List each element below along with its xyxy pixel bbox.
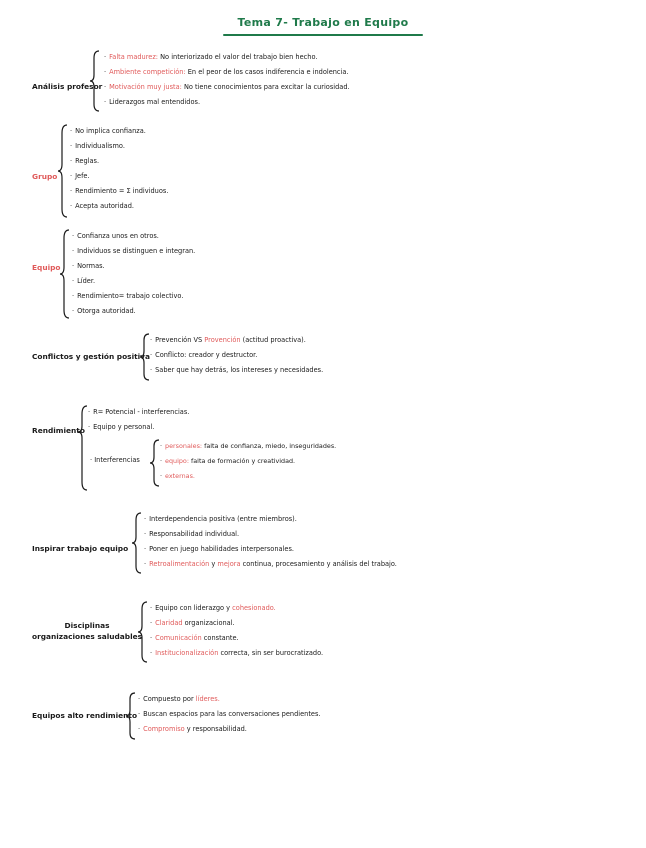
list-item: · personales: falta de confianza, miedo, inseguridades. [160, 442, 337, 450]
list-item: · Institucionalización correcta, sin ser burocratizado. [150, 649, 324, 657]
list-item: · Acepta autoridad. [70, 202, 134, 210]
list-inspirar [144, 512, 397, 572]
list-item: · Prevención VS Provención (actitud proactiva). [150, 336, 306, 344]
list-rendimiento [88, 405, 189, 435]
list-item: · equipo: falta de formación y creatividad. [160, 457, 296, 465]
title-underline [223, 34, 423, 36]
list-item: · Individualismo. [70, 142, 125, 150]
list-item: · Equipo con liderazgo y cohesionado. [150, 604, 276, 612]
list-item: · Compuesto por líderes. [138, 695, 220, 703]
label-interferencias: · Interferencias [90, 456, 140, 464]
list-item: · R= Potencial - interferencias. [88, 408, 190, 416]
brace-analisis [90, 50, 100, 112]
label-alto-rendimiento: Equipos alto rendimiento [32, 711, 138, 720]
list-item: · Compromiso y responsabilidad. [138, 725, 247, 733]
list-item: · Rendimiento= trabajo colectivo. [72, 292, 184, 300]
list-item: · Ambiente competición: En el peor de los casos indiferencia e indolencia. [104, 68, 349, 76]
list-item: · Líder. [72, 277, 96, 285]
list-alto-rendimiento [138, 692, 321, 737]
brace-disciplinas [138, 601, 148, 663]
list-item: · Falta madurez: No interiorizado el valor del trabajo bien hecho. [104, 53, 318, 61]
list-item: · Liderazgos mal entendidos. [104, 98, 201, 106]
list-item: · Saber que hay detrás, los intereses y necesidades. [150, 366, 324, 374]
label-rendimiento: Rendimiento [32, 426, 85, 435]
label-analisis: Análisis profesor [32, 82, 103, 91]
list-item: · Poner en juego habilidades interpersonales. [144, 545, 294, 553]
list-item: · Rendimiento = Σ individuos. [70, 187, 169, 195]
list-item: · Retroalimentación y mejora continua, procesamiento y análisis del trabajo. [144, 560, 397, 568]
list-item: · Interdependencia positiva (entre miembros). [144, 515, 297, 523]
page-title: Tema 7- Trabajo en Equipo [237, 16, 409, 29]
label-grupo: Grupo [32, 172, 58, 181]
list-item: · Responsabilidad individual. [144, 530, 240, 538]
list-item: · Reglas. [70, 157, 100, 165]
list-item: · externas. [160, 472, 195, 480]
label-disciplinas: Disciplinas organizaciones saludables [32, 621, 143, 641]
list-item: · Comunicación constante. [150, 634, 239, 642]
label-inspirar: Inspirar trabajo equipo [32, 544, 129, 553]
list-item: · Confianza unos en otros. [72, 232, 159, 240]
list-disciplinas [150, 601, 323, 661]
list-item: · Normas. [72, 262, 105, 270]
label-equipo: Equipo [32, 263, 61, 272]
list-equipo [72, 229, 195, 319]
list-item: · Jefe. [70, 172, 90, 180]
list-analisis [104, 50, 350, 110]
label-conflictos: Conflictos y gestión positiva [32, 352, 150, 361]
brace-rendimiento [78, 405, 88, 491]
list-item: · Individuos se distinguen e integran. [72, 247, 196, 255]
brace-inspirar [132, 512, 142, 574]
list-item: · Equipo y personal. [88, 423, 155, 431]
brace-interferencias [150, 439, 160, 487]
list-conflictos [150, 333, 323, 378]
list-item: · Motivación muy justa: No tiene conocimientos para excitar la curiosidad. [104, 83, 350, 91]
list-item: · Buscan espacios para las conversaciones pendientes. [138, 710, 321, 718]
brace-conflictos [140, 333, 150, 381]
list-grupo [70, 124, 168, 214]
list-item: · Otorga autoridad. [72, 307, 136, 315]
brace-grupo [58, 124, 68, 218]
brace-equipo [60, 229, 70, 319]
list-item: · No implica confianza. [70, 127, 146, 135]
brace-alto-rendimiento [126, 692, 136, 740]
list-item: · Claridad organizacional. [150, 619, 235, 627]
list-item: · Conflicto: creador y destructor. [150, 351, 258, 359]
list-interferencias [160, 439, 336, 484]
